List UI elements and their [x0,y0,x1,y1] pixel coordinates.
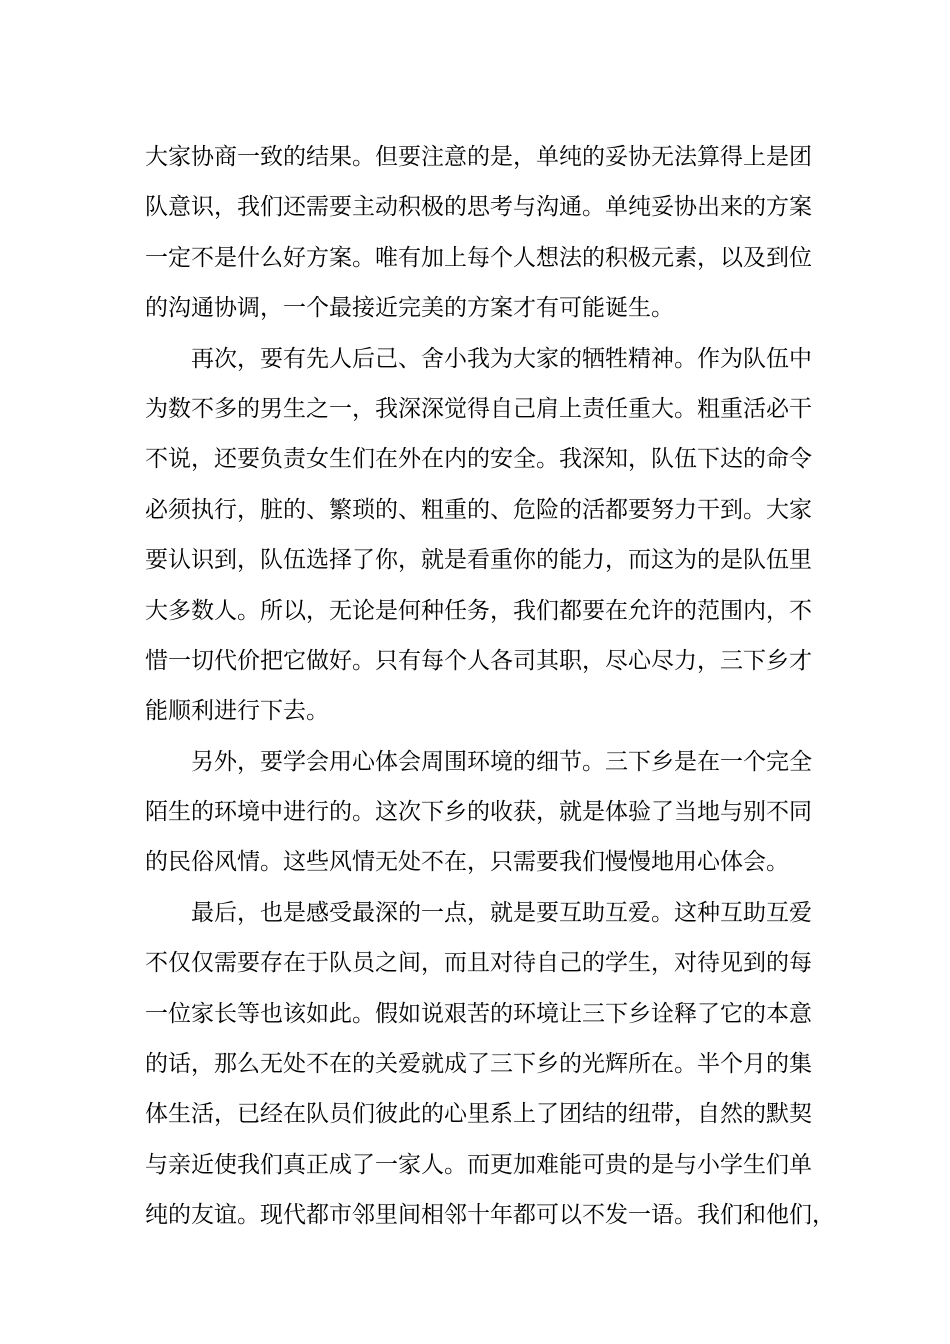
text-line: 不仅仅需要存在于队员之间，而且对待自己的学生，对待见到的每 [145,950,812,977]
text-line: 为数不多的男生之一，我深深觉得自己肩上责任重大。粗重活必干 [145,395,812,422]
body-text [145,132,835,1241]
text-line: 的沟通协调，一个最接近完美的方案才有可能诞生。 [145,295,674,322]
text-line: 与亲近使我们真正成了一家人。而更加难能可贵的是与小学生们单 [145,1151,812,1178]
text-line: 陌生的环境中进行的。这次下乡的收获，就是体验了当地与别不同 [145,799,812,826]
text-line: 要认识到，队伍选择了你，就是看重你的能力，而这为的是队伍里 [145,547,812,574]
text-line: 大家协商一致的结果。但要注意的是，单纯的妥协无法算得上是团 [145,144,812,170]
paragraph [145,888,835,1241]
paragraph [145,334,835,737]
text-line: 的民俗风情。这些风情无处不在，只需要我们慢慢地用心体会。 [145,849,789,876]
text-line: 最后，也是感受最深的一点，就是要互助互爱。这种互助互爱 [191,899,812,926]
paragraph [145,737,835,888]
text-line: 一位家长等也该如此。假如说艰苦的环境让三下乡诠释了它的本意 [145,1000,812,1027]
paragraph [145,132,835,334]
text-line: 再次，要有先人后己、舍小我为大家的牺牲精神。作为队伍中 [191,345,812,372]
text-line: 惜一切代价把它做好。只有每个人各司其职，尽心尽力，三下乡才 [145,647,812,674]
text-line: 必须执行，脏的、繁琐的、粗重的、危险的活都要努力干到。大家 [145,496,812,523]
text-line: 大多数人。所以，无论是何种任务，我们都要在允许的范围内，不 [145,597,812,624]
text-line: 不说，还要负责女生们在外在内的安全。我深知，队伍下达的命令 [145,446,812,473]
text-line: 纯的友谊。现代都市邻里间相邻十年都可以不发一语。我们和他们， [145,1202,835,1229]
text-line: 一定不是什么好方案。唯有加上每个人想法的积极元素，以及到位 [145,244,812,271]
text-line: 能顺利进行下去。 [145,698,329,725]
text-line: 另外，要学会用心体会周围环境的细节。三下乡是在一个完全 [191,748,812,775]
text-line: 队意识，我们还需要主动积极的思考与沟通。单纯妥协出来的方案 [145,194,812,221]
text-line: 体生活，已经在队员们彼此的心里系上了团结的纽带，自然的默契 [145,1101,812,1128]
text-line: 的话，那么无处不在的关爱就成了三下乡的光辉所在。半个月的集 [145,1051,812,1078]
